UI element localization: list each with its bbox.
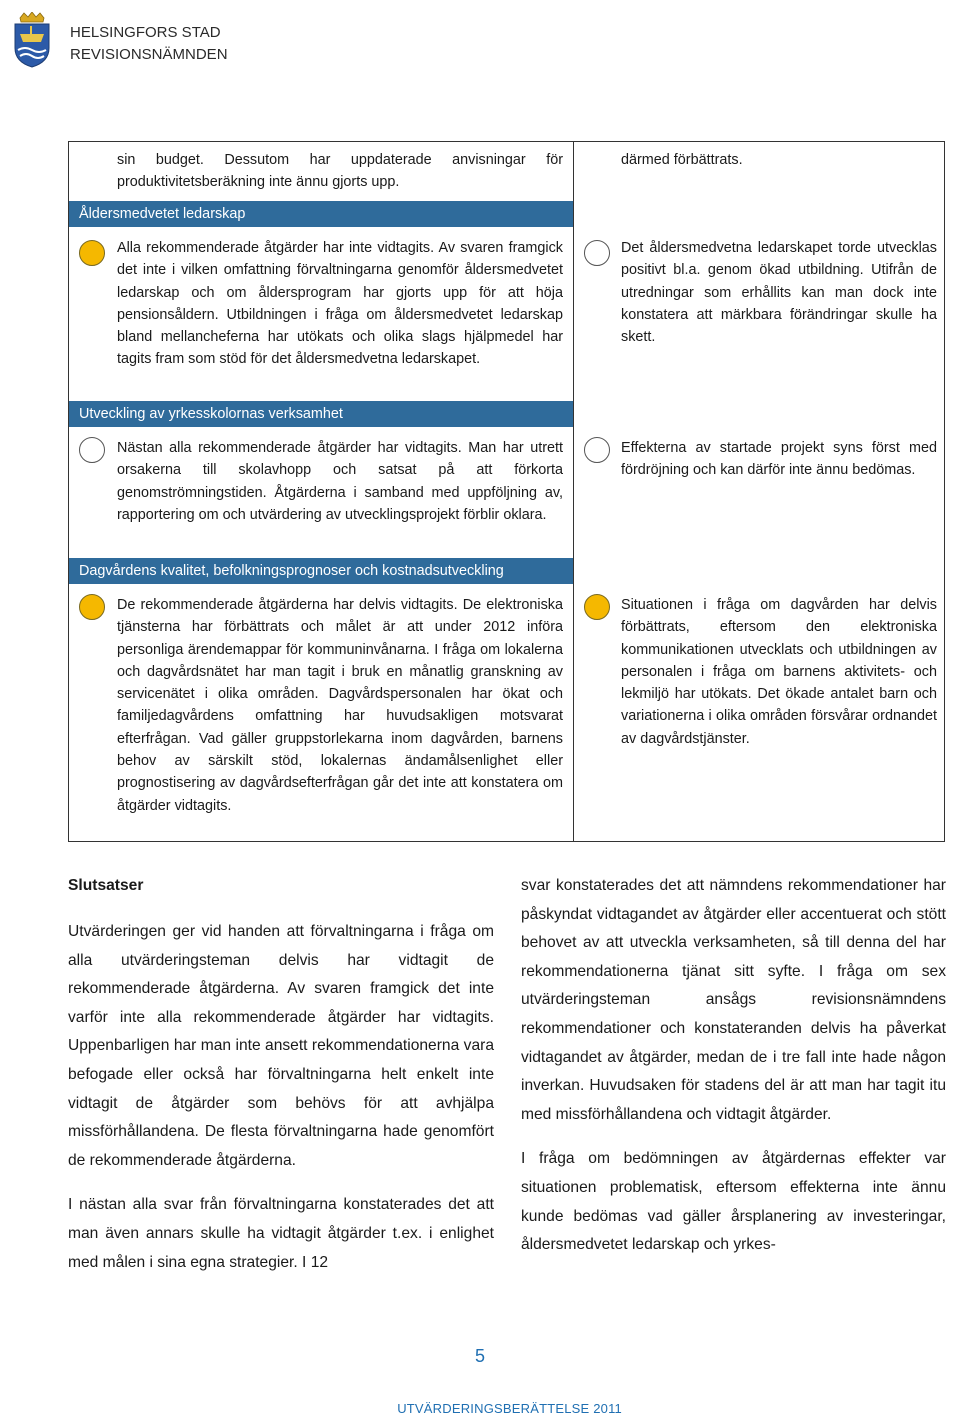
org-line-1: HELSINGFORS STAD [70,24,221,41]
status-empty-circle-icon [584,437,610,463]
conclusions-paragraph: Utvärderingen ger vid handen att förvaltningarna i fråga om alla utvärderingsteman delvis har vidtagit de rekommenderade åtgärderna. Av svaren framgick det inte varför inte alla rekommenderade åtgärder har vidtagits. Uppenbarligen har man inte ansett rekommendationerna vara befogade eller också har förvaltningarna helt enkelt inte vidtagit de åtgärder som behövs för att avhjälpa missförhållandena. De flesta förvaltningarna hade genomfört de rekommenderade åtgärderna. [68,923,494,1169]
conclusions-paragraph: I nästan alla svar från förvaltningarna konstaterades det att man även annars skulle ha vidtagit åtgärder t.ex. i enlighet med målen i sina egna strategier. I 12 [68,1196,494,1271]
conclusions-left-column [68,918,494,1277]
section-band-age-aware-leadership: Åldersmedvetet ledarskap [69,201,573,227]
status-empty-circle-icon [584,240,610,266]
organization-name [70,22,228,66]
status-partial-circle-icon [79,240,105,266]
evaluation-table [68,141,945,842]
status-partial-circle-icon [79,594,105,620]
page-number: 5 [474,1346,485,1366]
row-continuation-left-text: sin budget. Dessutom har uppdaterade anvisningar för produktivitetsberäkning inte ännu gjorts upp. [117,152,563,191]
age-aware-leadership-effects-text: Det åldersmedvetna ledarskapet torde utvecklas positivt bl.a. genom ökad utbildning. Utifrån de utredningar som erhållits kan man dock inte konstatera att märkbara förändringar skulle ha skett. [621,240,937,346]
section-band-daycare-quality: Dagvårdens kvalitet, befolkningsprognoser och kostnadsutveckling [69,558,573,584]
conclusions-paragraph: svar konstaterades det att nämndens rekommendationer har påskyndat vidtagandet av åtgärder eller accentuerat och stött behovet av att utveckla verksamheten, så till denna del har rekommendationerna tjänat sitt syfte. I fråga om sex utvärderingsteman ansågs revisionsnämndens rekommendationer och konstateranden delvis ha påverkat vidtagandet av åtgärder, medan de i tre fall inte hade någon inverkan. Huvudsaken för stadens del är att man har tagit itu med missförhållandena och vidtagit åtgärder. [521,877,946,1123]
section-band-vocational-schools: Utveckling av yrkesskolornas verksamhet [69,401,573,427]
helsinki-crest-icon [12,12,52,68]
document-footer-title: UTVÄRDERINGSBERÄTTELSE 2011 [397,1401,622,1416]
row-continuation-right-text: därmed förbättrats. [621,152,743,168]
conclusions-right-column [521,872,946,1260]
vocational-schools-measures-text: Nästan alla rekommenderade åtgärder har vidtagits. Man har utrett orsakerna till skolavhopp och satsat på att förkorta genomströmningstiden. Åtgärderna i samband med uppföljning av, rapportering om och utvärdering av utvecklingsprojekt förblir oklara. [117,440,563,523]
conclusions-heading: Slutsatser [68,877,144,894]
vocational-schools-effects-text: Effekterna av startade projekt syns först med fördröjning och kan därför inte ännu bedömas. [621,440,937,479]
daycare-quality-measures-text: De rekommenderade åtgärderna har delvis vidtagits. De elektroniska tjänsterna har förbättrats och målet är att under 2012 införa personliga ärendemappar för kommuninvånarna. I fråga om lokalerna och dagvårdsnätet har man tagit i bruk en månatlig granskning av servicenätet i olika områden. Dagvårdspersonalen har ökat och familjedagvårdens omfattning har huvudsakligen motsvarat efterfrågan. Vad gäller gruppstorlekarna inom dagvården, barnens behov av särskilt stöd, lokalernas ändamålsenlighet eller prognostisering av dagvårdsefterfrågan går det inte att konstatera om åtgärder vidtagits. [117,597,563,814]
conclusions-paragraph: I fråga om bedömningen av åtgärdernas effekter var situationen problematisk, eftersom effekterna inte ännu kunde bedömas vad gäller årsplanering av investeringar, åldersmedvetet ledarskap och yrkes- [521,1150,946,1254]
status-partial-circle-icon [584,594,610,620]
org-line-2: REVISIONSNÄMNDEN [70,46,228,63]
age-aware-leadership-measures-text: Alla rekommenderade åtgärder har inte vidtagits. Av svaren framgick det inte i vilken omfattning förvaltningarna genomför åldersmedvetet ledarskap och om åldersprogram har gjorts upp för att höja pensionsåldern. Utbildningen i fråga om åldersmedvetet ledarskap bland mellancheferna har utökats och olika slags hjälpmedel har tagits fram som stöd för det åldersmedvetna ledarskapet. [117,240,563,368]
daycare-quality-effects-text: Situationen i fråga om dagvården har delvis förbättrats, eftersom den elektroniska kommunikationen utvecklats och utbildningen av personalen i fråga om barnens aktivitets- och lekmiljö har utökats. Det ökade antalet barn och variationerna i olika områden försvårar ordnandet av dagvårdstjänster. [621,597,937,747]
status-empty-circle-icon [79,437,105,463]
column-divider [573,142,574,841]
